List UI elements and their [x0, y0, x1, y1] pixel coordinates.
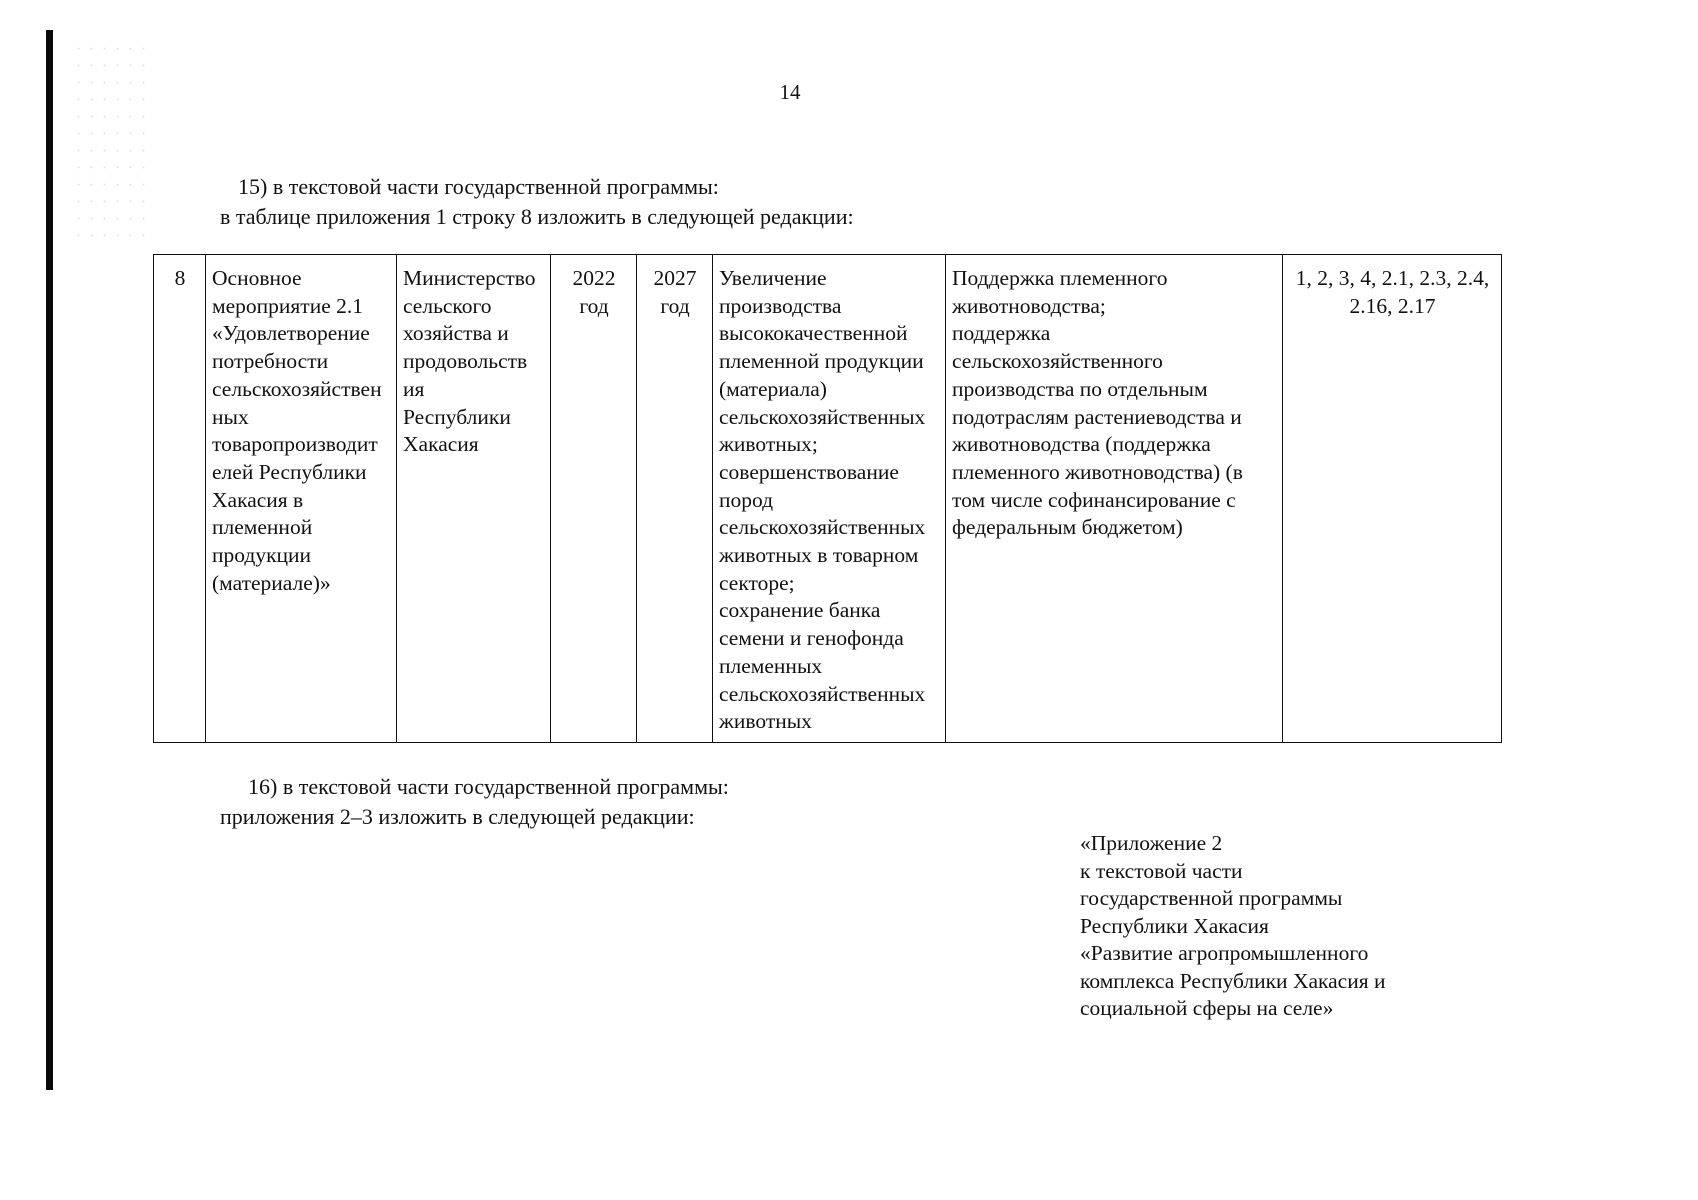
- cell-end-year: [637, 255, 713, 743]
- item-15-instruction: в таблице приложения 1 строку 8 изложить в следующей редакции:: [220, 204, 854, 229]
- cell-indicators: [1283, 255, 1502, 743]
- appendix-2-header: «Приложение 2 к текстовой части государственной программы Республики Хакасия «Развитие агропромышленного комплекса Республики Хакасия и социальной сферы на селе»: [1080, 831, 1386, 1020]
- item-15-heading: 15) в текстовой части государственной программы:: [238, 174, 719, 199]
- scan-noise: [72, 40, 152, 240]
- directions-text: Поддержка племенного животноводства; поддержка сельскохозяйственного производства по отдельным подотраслям растениеводства и животноводства (поддержка племенного животноводства) (в том числе софинансирование с федеральным бюджетом): [952, 266, 1243, 540]
- cell-activity-name: [206, 255, 397, 743]
- row-number-text: 8: [174, 266, 186, 290]
- cell-start-year: [551, 255, 637, 743]
- start-year-text: 2022 год: [572, 266, 616, 318]
- item-16-heading: 16) в текстовой части государственной программы:: [248, 774, 729, 799]
- activity-name-text: Основное мероприятие 2.1 «Удовлетворение потребности сельскохозяйствен ных товаропроизводит елей Республики Хакасия в племенной продукции (материале)»: [212, 266, 382, 595]
- cell-row-number: [154, 255, 206, 743]
- page-number: 14: [779, 80, 801, 104]
- indicators-text: 1, 2, 3, 4, 2.1, 2.3, 2.4, 2.16, 2.17: [1295, 266, 1490, 318]
- cell-directions: [946, 255, 1283, 743]
- responsible-text: Министерство сельского хозяйства и продовольств ия Республики Хакасия: [403, 266, 536, 457]
- program-table-row-8: [153, 254, 1502, 743]
- expected-result-text: Увеличение производства высококачественной племенной продукции (материала) сельскохозяйственных животных; совершенствование пород сельскохозяйственных животных в товарном секторе; сохранение банка семени и генофонда племенных сельскохозяйственных животных: [719, 266, 926, 734]
- end-year-text: 2027 год: [653, 266, 697, 318]
- cell-responsible: [397, 255, 551, 743]
- table-row: [154, 255, 1502, 743]
- scan-margin-bar: [46, 30, 53, 1090]
- cell-expected-result: [713, 255, 946, 743]
- item-16-instruction: приложения 2–3 изложить в следующей редакции:: [220, 804, 695, 829]
